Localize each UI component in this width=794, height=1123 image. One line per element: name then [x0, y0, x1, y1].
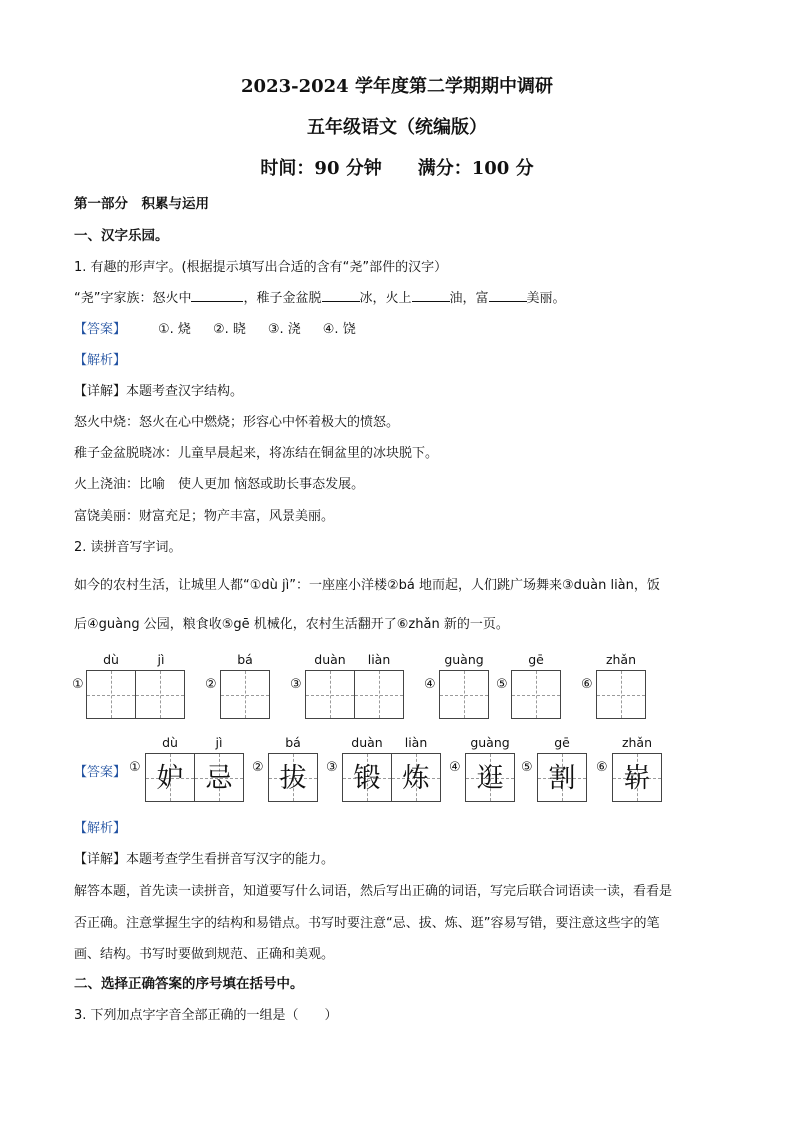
answer-char: 逛 — [476, 763, 504, 794]
marker-5: ⑤ — [496, 677, 508, 692]
writing-cell[interactable] — [86, 670, 136, 719]
fill-blank-3[interactable] — [412, 287, 450, 302]
answer-cell — [145, 753, 195, 802]
fill-blank-1[interactable] — [191, 287, 243, 302]
pinyin-label: gē — [554, 735, 570, 750]
answer-cell — [391, 753, 441, 802]
answer-cell — [268, 753, 318, 802]
answer-char: 妒 — [156, 763, 184, 794]
section-heading-1: 一、汉字乐园。 — [74, 228, 169, 244]
pinyin-label: dù — [103, 652, 119, 667]
exam-title: 2023-2024 学年度第二学期期中调研 — [241, 76, 553, 97]
pinyin-label: guàng — [470, 735, 510, 750]
writing-cell[interactable] — [305, 670, 355, 719]
answer-char: 忌 — [205, 763, 233, 794]
pinyin-label: guàng — [444, 652, 484, 667]
pinyin-label: zhǎn — [605, 652, 637, 667]
pinyin-label: liàn — [404, 735, 428, 750]
explain-line: 画、结构。书写时要做到规范、正确和美观。 — [74, 947, 335, 962]
writing-cell[interactable] — [354, 670, 404, 719]
writing-cell[interactable] — [220, 670, 270, 719]
marker-3: ③ — [326, 760, 338, 775]
pinyin-label: zhǎn — [621, 735, 653, 750]
pinyin-label: duàn — [351, 735, 383, 750]
marker-1: ① — [72, 677, 84, 692]
fill-blank-4[interactable] — [489, 287, 527, 302]
pinyin-label: gē — [528, 652, 544, 667]
writing-cell[interactable] — [511, 670, 561, 719]
question-1-fill — [74, 287, 566, 306]
answer-char: 崭 — [623, 763, 651, 794]
pinyin-label: duàn — [314, 652, 346, 667]
question-2-stem: 2. 读拼音写字词。 — [74, 540, 182, 555]
explain-line: 否正确。注意掌握生字的结构和易错点。书写时要注意“忌、拔、炼、逛”容易写错，要注意这些字的笔 — [74, 916, 660, 931]
note-line: 稚子金盆脱晓冰：儿童早晨起来，将冻结在铜盆里的冰块脱下。 — [74, 446, 439, 461]
answer-item: ③. 浇 — [267, 322, 301, 337]
answer-cell — [537, 753, 587, 802]
exam-subtitle: 五年级语文（统编版） — [307, 117, 487, 138]
section-heading-2: 二、选择正确答案的序号填在括号中。 — [74, 976, 304, 992]
marker-2: ② — [205, 677, 217, 692]
marker-6: ⑥ — [581, 677, 593, 692]
marker-1: ① — [129, 760, 141, 775]
writing-cell[interactable] — [596, 670, 646, 719]
answer-tag: 【答案】 — [74, 322, 127, 337]
answer-cell — [194, 753, 244, 802]
pinyin-label: liàn — [367, 652, 391, 667]
fill-text-a: “尧”字家族：怒火中 — [74, 291, 192, 306]
detail-text: 【详解】本题考查汉字结构。 — [74, 384, 244, 399]
fill-text-c: 冰，火上 — [359, 291, 412, 306]
question-3-stem: 3. 下列加点字字音全部正确的一组是（ ） — [74, 1008, 338, 1023]
pinyin-label: jì — [215, 735, 223, 750]
note-line: 怒火中烧：怒火在心中燃烧；形容心中怀着极大的愤怒。 — [74, 415, 400, 430]
question-2-passage-line-2: 后④guàng 公园，粮食收⑤gē 机械化，农村生活翻开了⑥zhǎn 新的一页。 — [74, 617, 509, 632]
answer-item: ②. 晓 — [212, 322, 246, 337]
note-line: 富饶美丽：财富充足；物产丰富，风景美丽。 — [74, 509, 335, 524]
question-1-answer — [74, 318, 356, 337]
analysis-tag: 【解析】 — [74, 821, 127, 836]
fill-text-d: 油，富 — [449, 291, 489, 306]
analysis-tag: 【解析】 — [74, 353, 127, 368]
marker-5: ⑤ — [521, 760, 533, 775]
marker-4: ④ — [424, 677, 436, 692]
answer-cell — [612, 753, 662, 802]
answer-cell — [342, 753, 392, 802]
explain-line: 解答本题，首先读一读拼音，知道要写什么词语，然后写出正确的词语，写完后联合词语读一读，看看是 — [74, 884, 673, 899]
answer-char: 炼 — [402, 763, 430, 794]
answer-char: 拔 — [279, 763, 307, 794]
fill-blank-2[interactable] — [322, 287, 360, 302]
answer-tag: 【答案】 — [74, 765, 127, 780]
question-1-stem: 1. 有趣的形声字。(根据提示填写出合适的含有“尧”部件的汉字） — [74, 260, 448, 275]
note-line: 火上浇油：比喻 使人更加 恼怒或助长事态发展。 — [74, 477, 365, 492]
marker-6: ⑥ — [596, 760, 608, 775]
exam-time-score: 时间：90 分钟 满分：100 分 — [260, 158, 534, 179]
answer-item: ④. 饶 — [322, 322, 356, 337]
pinyin-label: jì — [157, 652, 165, 667]
pinyin-label: bá — [285, 735, 301, 750]
writing-cell[interactable] — [439, 670, 489, 719]
part-heading: 第一部分 积累与运用 — [74, 196, 209, 212]
detail-text: 【详解】本题考查学生看拼音写汉字的能力。 — [74, 852, 335, 867]
marker-3: ③ — [290, 677, 302, 692]
pinyin-label: bá — [237, 652, 253, 667]
question-2-passage-line-1: 如今的农村生活，让城里人都“①dù jì”：一座座小洋楼②bá 地而起，人们跳广场舞来③duàn liàn，饭 — [74, 578, 660, 593]
fill-text-e: 美丽。 — [526, 291, 566, 306]
answer-char: 锻 — [353, 763, 381, 794]
answer-char: 割 — [548, 763, 576, 794]
marker-2: ② — [252, 760, 264, 775]
fill-text-b: ，稚子金盆脱 — [243, 291, 322, 306]
answer-item: ①. 烧 — [158, 322, 191, 337]
pinyin-label: dù — [162, 735, 178, 750]
answer-cell — [465, 753, 515, 802]
marker-4: ④ — [449, 760, 461, 775]
writing-cell[interactable] — [135, 670, 185, 719]
